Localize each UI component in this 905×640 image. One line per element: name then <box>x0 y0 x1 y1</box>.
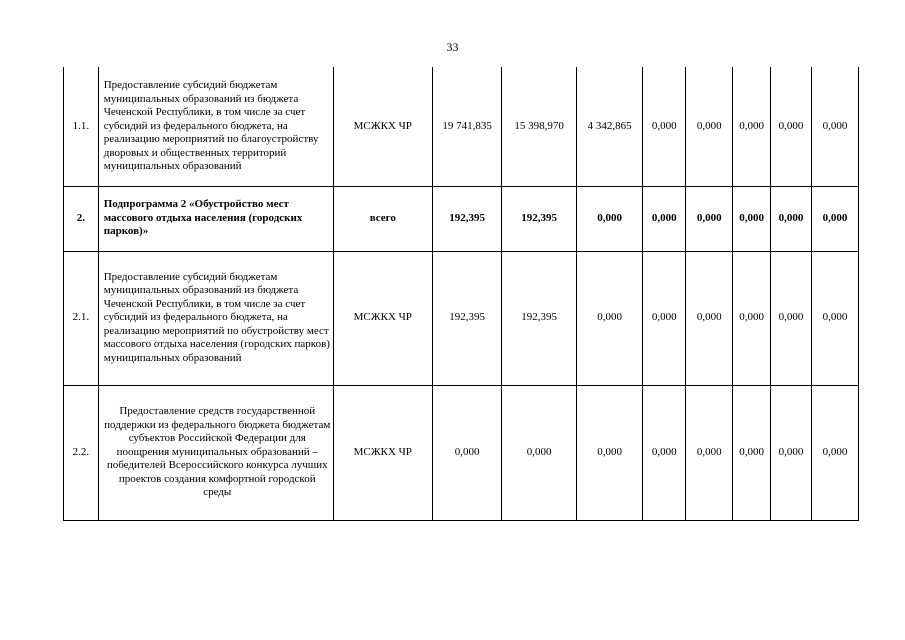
row-value: 0,000 <box>576 385 642 520</box>
row-value: 0,000 <box>643 67 686 186</box>
row-value: 0,000 <box>432 385 501 520</box>
row-value: 19 741,835 <box>432 67 501 186</box>
table-row <box>64 251 859 385</box>
row-value: 0,000 <box>643 385 686 520</box>
row-description: Предоставление средств государственной поддержки из федерального бюджета бюджетам субъектов Российской Федерации для поощрения муниципальных образований – победителей Всероссийского конкурса лучших проектов создания комфортной городской среды <box>98 385 333 520</box>
row-description: Предоставление субсидий бюджетам муниципальных образований из бюджета Чеченской Республики, в том числе за счет субсидий из федерального бюджета, на реализацию мероприятий по обустройству мест массового отдыха населения (городских парков) муниципальных образований <box>98 251 333 385</box>
row-description: Подпрограмма 2 «Обустройство мест массового отдыха населения (городских парков)» <box>98 186 333 251</box>
row-value: 192,395 <box>432 251 501 385</box>
row-value: 15 398,970 <box>502 67 577 186</box>
row-value: 0,000 <box>733 67 771 186</box>
row-number: 1.1. <box>64 67 99 186</box>
row-value: 0,000 <box>733 251 771 385</box>
row-value: 0,000 <box>643 186 686 251</box>
row-value: 0,000 <box>811 186 858 251</box>
row-value: 0,000 <box>811 67 858 186</box>
row-value: 0,000 <box>576 186 642 251</box>
row-value: 0,000 <box>771 385 812 520</box>
row-value: 0,000 <box>502 385 577 520</box>
row-executor: МСЖКХ ЧР <box>333 251 432 385</box>
budget-table <box>63 67 859 521</box>
row-executor: МСЖКХ ЧР <box>333 385 432 520</box>
page-number: 33 <box>446 40 459 54</box>
row-value: 0,000 <box>733 385 771 520</box>
row-value: 0,000 <box>686 67 733 186</box>
row-value: 192,395 <box>502 186 577 251</box>
row-value: 0,000 <box>686 251 733 385</box>
row-value: 0,000 <box>771 67 812 186</box>
row-description: Предоставление субсидий бюджетам муниципальных образований из бюджета Чеченской Республики, в том числе за счет субсидий из федерального бюджета, на реализацию мероприятий по благоустройству дворовых и общественных территорий муниципальных образований <box>98 67 333 186</box>
table-row <box>64 186 859 251</box>
row-value: 0,000 <box>771 186 812 251</box>
row-number: 2.2. <box>64 385 99 520</box>
row-value: 0,000 <box>771 251 812 385</box>
row-number: 2. <box>64 186 99 251</box>
row-value: 0,000 <box>733 186 771 251</box>
row-value: 192,395 <box>432 186 501 251</box>
row-value: 192,395 <box>502 251 577 385</box>
table-row <box>64 67 859 186</box>
row-value: 0,000 <box>576 251 642 385</box>
row-value: 0,000 <box>811 385 858 520</box>
row-executor: МСЖКХ ЧР <box>333 67 432 186</box>
row-value: 0,000 <box>811 251 858 385</box>
row-value: 4 342,865 <box>576 67 642 186</box>
row-number: 2.1. <box>64 251 99 385</box>
table-row <box>64 385 859 520</box>
row-value: 0,000 <box>686 186 733 251</box>
row-value: 0,000 <box>643 251 686 385</box>
row-executor: всего <box>333 186 432 251</box>
row-value: 0,000 <box>686 385 733 520</box>
